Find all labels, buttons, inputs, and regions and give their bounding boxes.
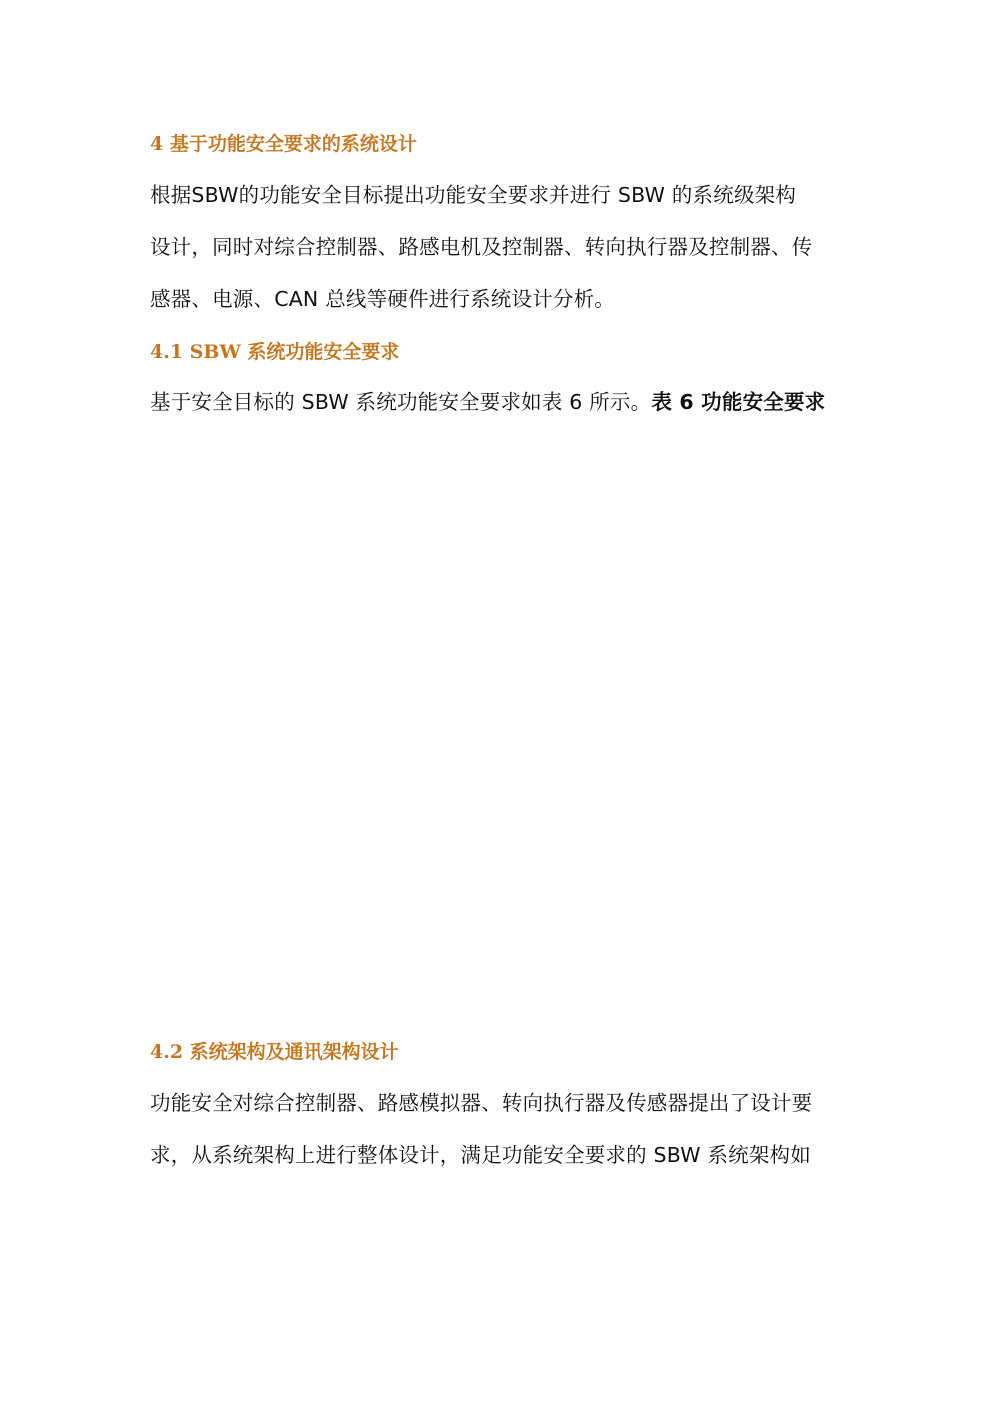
section-4-1-text: 基于安全目标的 SBW 系统功能安全要求如表 6 所示。 xyxy=(150,390,652,414)
section-4-1-paragraph-line xyxy=(150,388,825,416)
section-4-2-paragraph-line-2: 求，从系统架构上进行整体设计，满足功能安全要求的 SBW 系统架构如 xyxy=(150,1143,811,1167)
section-4-2-paragraph-line-1: 功能安全对综合控制器、路感模拟器、转向执行器及传感器提出了设计要 xyxy=(150,1091,813,1115)
section-4-1-heading: 4.1 SBW 系统功能安全要求 xyxy=(150,341,400,363)
table-6-caption: 表 6 功能安全要求 xyxy=(651,390,826,414)
section-4-2-heading: 4.2 系统架构及通讯架构设计 xyxy=(150,1041,399,1063)
section-4-paragraph-line-1: 根据SBW的功能安全目标提出功能安全要求并进行 SBW 的系统级架构 xyxy=(150,183,797,207)
section-4-heading: 4 基于功能安全要求的系统设计 xyxy=(150,133,417,155)
section-4-paragraph-line-2: 设计，同时对综合控制器、路感电机及控制器、转向执行器及控制器、传 xyxy=(150,235,813,259)
section-4-paragraph-line-3: 感器、电源、CAN 总线等硬件进行系统设计分析。 xyxy=(150,287,615,311)
